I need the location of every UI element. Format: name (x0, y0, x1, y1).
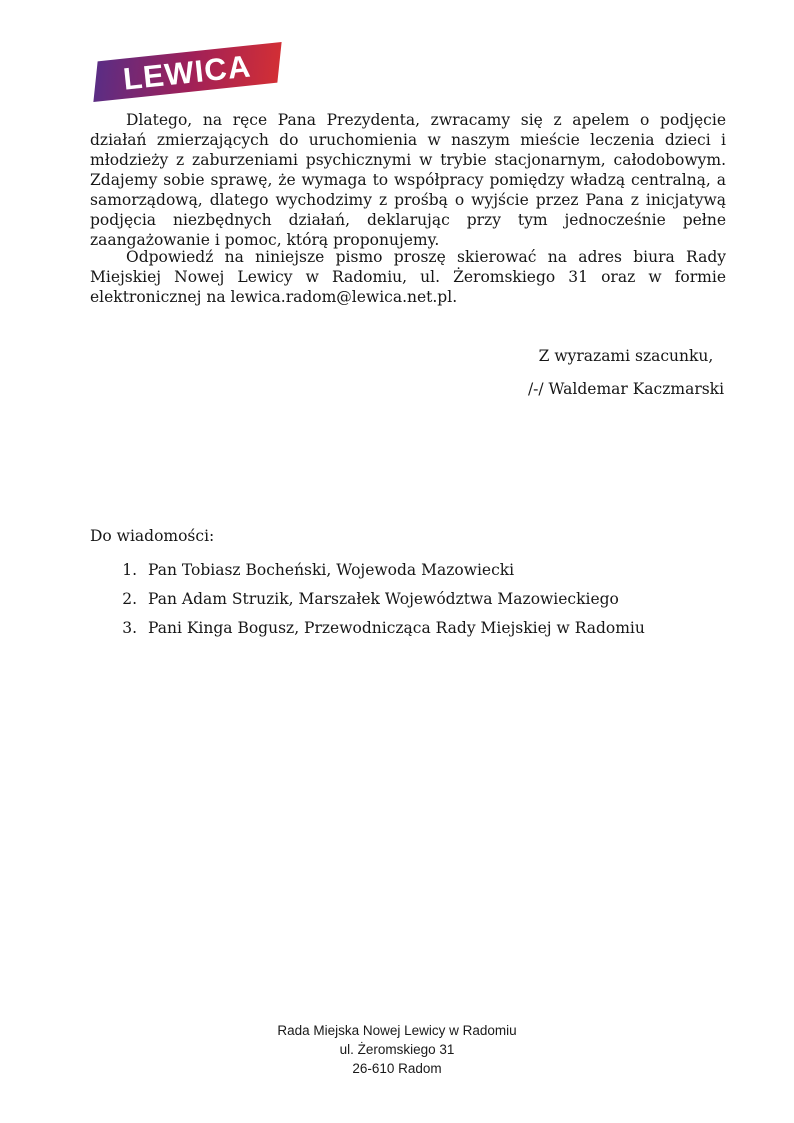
footer-street: ul. Żeromskiego 31 (339, 1042, 455, 1057)
lewica-logo (93, 42, 281, 102)
cc-item-text: Pan Tobiasz Bocheński, Wojewoda Mazowiecki (148, 561, 515, 579)
cc-heading: Do wiadomości: (90, 527, 215, 545)
cc-item (142, 556, 645, 585)
closing-salutation: Z wyrazami szacunku, (538, 347, 714, 365)
closing-block (476, 346, 776, 399)
cc-item-text: Pani Kinga Bogusz, Przewodnicząca Rady Miejskiej w Radomiu (148, 619, 645, 637)
cc-item-text: Pan Adam Struzik, Marszałek Województwa Mazowieckiego (148, 590, 619, 608)
footer-address (0, 1021, 794, 1078)
body-paragraph-2: Odpowiedź na niniejsze pismo proszę skierować na adres biura Rady Miejskiej Nowej Lewicy w Radomiu, ul. Żeromskiego 31 oraz w formie elektronicznej na lewica.radom@lewica.net.pl. (90, 248, 726, 306)
body-paragraph-1: Dlatego, na ręce Pana Prezydenta, zwracamy się z apelem o podjęcie działań zmierzających do uruchomienia w naszym mieście leczenia dzieci i młodzieży z zaburzeniami psychicznymi w trybie stacjonarnym, całodobowym. Zdajemy sobie sprawę, że wymaga to współpracy pomiędzy władzą centralną, a samorządową, dlatego wychodzimy z prośbą o wyjście przez Pana z inicjatywą podjęcia niezbędnych działań, deklarując przy tym jednocześnie pełne zaangażowanie i pomoc, którą proponujemy. (90, 111, 726, 249)
cc-item (142, 614, 645, 643)
cc-item (142, 585, 645, 614)
footer-city: 26-610 Radom (352, 1061, 442, 1076)
signature-line: /-/ Waldemar Kaczmarski (527, 380, 725, 398)
footer-org-name: Rada Miejska Nowej Lewicy w Radomiu (277, 1023, 517, 1038)
lewica-logo-text: LEWICA (121, 47, 254, 97)
cc-list (90, 556, 645, 643)
